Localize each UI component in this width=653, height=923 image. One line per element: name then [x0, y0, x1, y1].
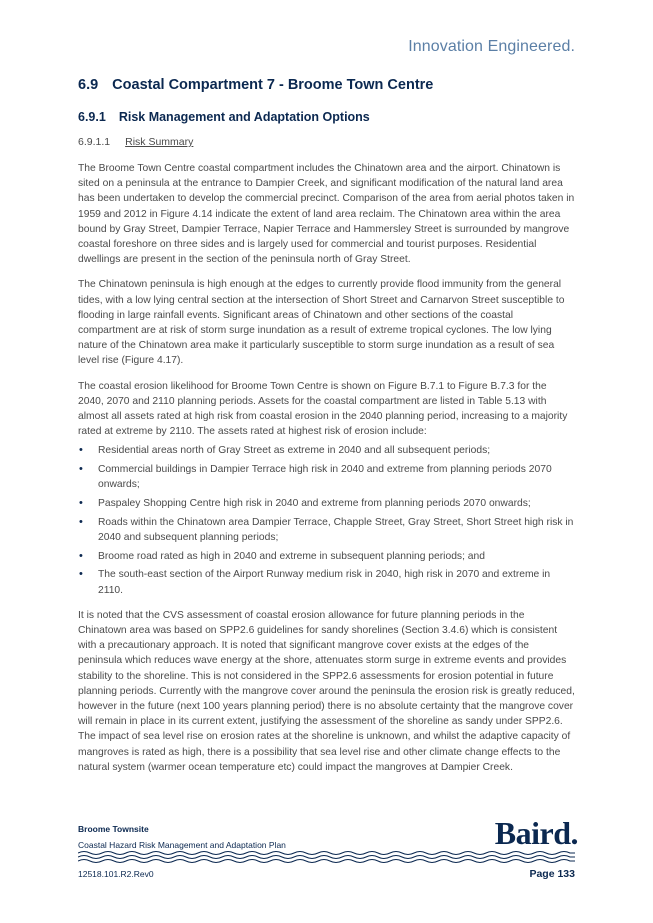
body-paragraph: The coastal erosion likelihood for Broome Town Centre is shown on Figure B.7.1 to Figure B.7.3 for the 2040, 2070 and 2110 planning periods. Assets for the coastal compartment are listed in Table 5.13 with almost all assets rated at high risk from coastal erosion in the 2040 planning period, increasing to a majority rated at extreme by 2110. The assets rated at highest risk of erosion include:	[78, 380, 568, 438]
bullet-icon: •	[79, 463, 83, 476]
wave-divider-icon	[78, 850, 575, 864]
body-paragraph: The Chinatown peninsula is high enough at the edges to currently provide flood immunity from the general tides, with a low lying central section at the intersection of Short Street and Carnarvon Street susceptible to flooding in large rainfall events. Significant areas of Chinatown and other sections of the coastal compartment are at risk of storm surge inundation as a result of extreme tropical cyclones. The low lying nature of the Chinatown area make it particularly susceptible to storm surge inundation as a result of sea level rise (Figure 4.17).	[78, 279, 565, 367]
list-item	[78, 496, 575, 511]
bullet-icon: •	[79, 549, 83, 562]
bullet-icon: •	[79, 515, 83, 528]
subsubsection-number: 6.9.1.1	[78, 136, 111, 148]
page-number: Page 133	[529, 868, 575, 880]
section-heading	[78, 77, 575, 93]
section-number: 6.9	[78, 77, 99, 93]
footer-project-info	[78, 824, 286, 850]
subsubsection-title: Risk Summary	[125, 136, 194, 148]
subsection-number: 6.9.1	[78, 110, 106, 124]
list-item-text: Broome road rated as high in 2040 and extreme in subsequent planning periods; and	[98, 550, 485, 562]
list-item	[78, 549, 575, 564]
baird-logo: Baird.	[494, 815, 578, 851]
section-title: Coastal Compartment 7 - Broome Town Centre	[112, 77, 434, 93]
subsection-heading	[78, 110, 575, 124]
list-item	[78, 515, 575, 545]
bullet-icon: •	[79, 497, 83, 510]
footer-project-name: Broome Townsite	[78, 824, 149, 834]
list-item-text: The south-east section of the Airport Runway medium risk in 2040, high risk in 2070 and extreme in 2110.	[98, 569, 551, 596]
list-item-text: Residential areas north of Gray Street as extreme in 2040 and all subsequent periods;	[98, 445, 491, 457]
list-item	[78, 462, 575, 492]
subsubsection-heading	[78, 136, 575, 148]
subsection-title: Risk Management and Adaptation Options	[118, 110, 370, 124]
footer-plan-name: Coastal Hazard Risk Management and Adaptation Plan	[78, 840, 286, 850]
page-content	[78, 77, 575, 775]
body-paragraph: The Broome Town Centre coastal compartment includes the Chinatown area and the airport. Chinatown is sited on a peninsula at the entrance to Dampier Creek, and significant modification of the natural land area has been undertaken to develop the commercial precinct. Comparison of the area from aerial photos taken in 1959 and 2012 in Figure 4.14 indicate the extent of land area reclaim. The Chinatown area within the area bound by Gray Street, Dampier Terrace, Napier Terrace and Hammersley Street is surrounded by mangrove coastal foreshore on three sides and is largely used for commercial and tourist purposes. Residential dwellings are present in the section of the peninsula north of Gray Street.	[78, 163, 575, 266]
bullet-icon: •	[79, 444, 83, 457]
list-item	[78, 567, 575, 597]
list-item-text: Commercial buildings in Dampier Terrace high risk in 2040 and extreme from planning periods 2070 onwards;	[98, 464, 552, 491]
bullet-icon: •	[79, 568, 83, 581]
company-tagline: Innovation Engineered.	[408, 38, 575, 55]
list-item-text: Roads within the Chinatown area Dampier Terrace, Chapple Street, Gray Street, Short Street high risk in 2040 and subsequent planning periods;	[98, 516, 574, 543]
risk-bullet-list	[78, 443, 575, 597]
document-id: 12518.101.R2.Rev0	[78, 869, 154, 879]
body-paragraph: It is noted that the CVS assessment of coastal erosion allowance for future planning periods in the Chinatown area was based on SPP2.6 guidelines for sandy shorelines (Section 3.4.6) which is consistent with a precautionary approach. It is noted that significant mangrove cover exists at the edges of the peninsula which reduces wave energy at the shore, attenuates storm surge in extreme events and provides stability to the shoreline. This is not considered in the SPP2.6 assessments for erosion potential in future planning periods. Currently with the mangrove cover around the peninsula the erosion risk is greatly reduced, however in the future (next 100 years planning period) there is no absolute certainty that the mangrove cover will remain in place in its current extent, justifying the assessment of the shoreline as sandy under SPP2.6. The impact of sea level rise on erosion rates at the shoreline is unknown, and whilst the adaptive capacity of mangroves is rated as high, there is a possibility that sea level rise and other climate change effects to the natural system (warmer ocean temperature etc) could impact the mangroves at Dampier Creek.	[78, 609, 575, 773]
list-item	[78, 443, 575, 458]
list-item-text: Paspaley Shopping Centre high risk in 2040 and extreme from planning periods 2070 onwards;	[98, 498, 531, 510]
